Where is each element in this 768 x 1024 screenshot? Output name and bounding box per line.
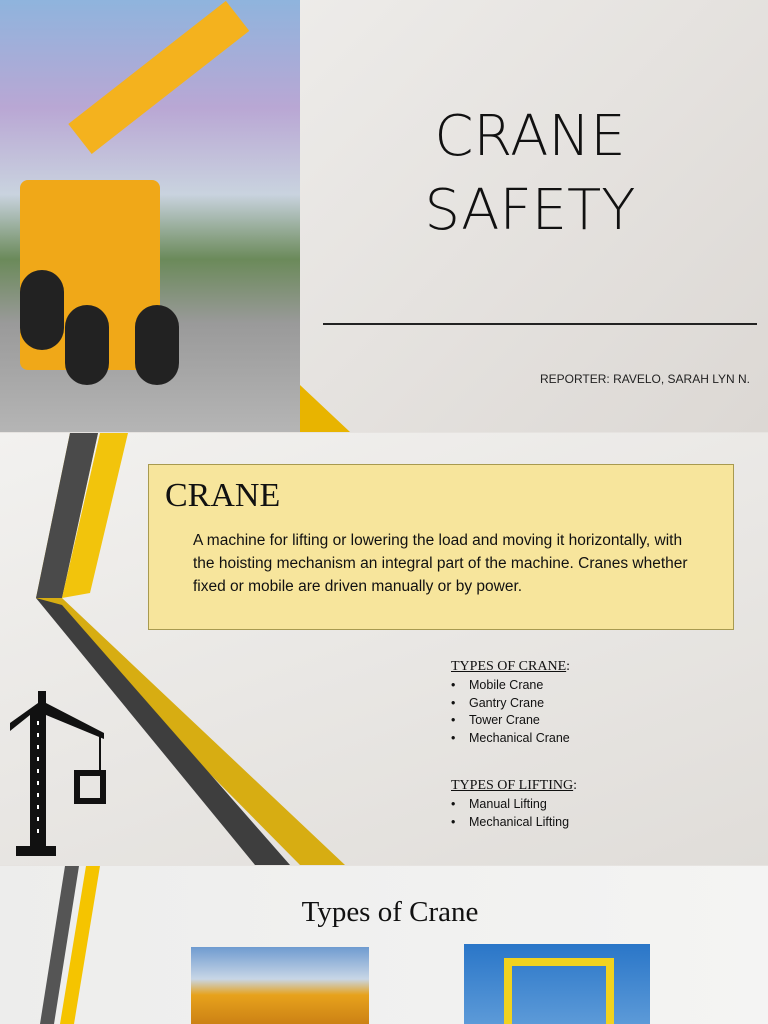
gantry-crane-photo [464,944,650,1024]
definition-heading: CRANE [165,477,281,514]
corner-accent [300,385,350,432]
definition-text: A machine for lifting or lowering the load and moving it horizontally, with the hoisting mechanism an integral part of the machine. Cranes whether fixed or mobile are driven manually or by power. [193,532,688,595]
colon: : [573,778,578,793]
types-of-crane-heading: TYPES OF CRANE [451,659,567,674]
slide-crane-definition [0,433,768,865]
list-item: • Mechanical Lifting [451,814,577,832]
presentation-title [400,100,660,248]
slide-types-of-crane [0,866,768,1024]
list-item: • Mobile Crane [451,677,570,695]
diagonal-stripes [0,866,120,1024]
mobile-crane-photo [191,947,369,1024]
types-of-lifting-list [451,778,577,831]
list-item: • Mechanical Crane [451,730,570,748]
types-of-crane-list [451,659,570,747]
slide-title: Types of Crane [301,896,479,928]
tower-crane-icon [8,691,108,861]
mobile-crane-photo [0,0,300,432]
divider [323,323,757,325]
definition-box [148,464,734,630]
colon: : [566,659,571,674]
reporter-name: REPORTER: RAVELO, SARAH LYN N. [539,372,750,386]
list-item: • Gantry Crane [451,695,570,713]
list-item: • Tower Crane [451,712,570,730]
types-of-lifting-heading: TYPES OF LIFTING [451,778,574,793]
slide-title [0,0,768,432]
list-item: • Manual Lifting [451,796,577,814]
title-line-1: CRANE [434,104,626,169]
title-line-2: SAFETY [424,178,636,243]
